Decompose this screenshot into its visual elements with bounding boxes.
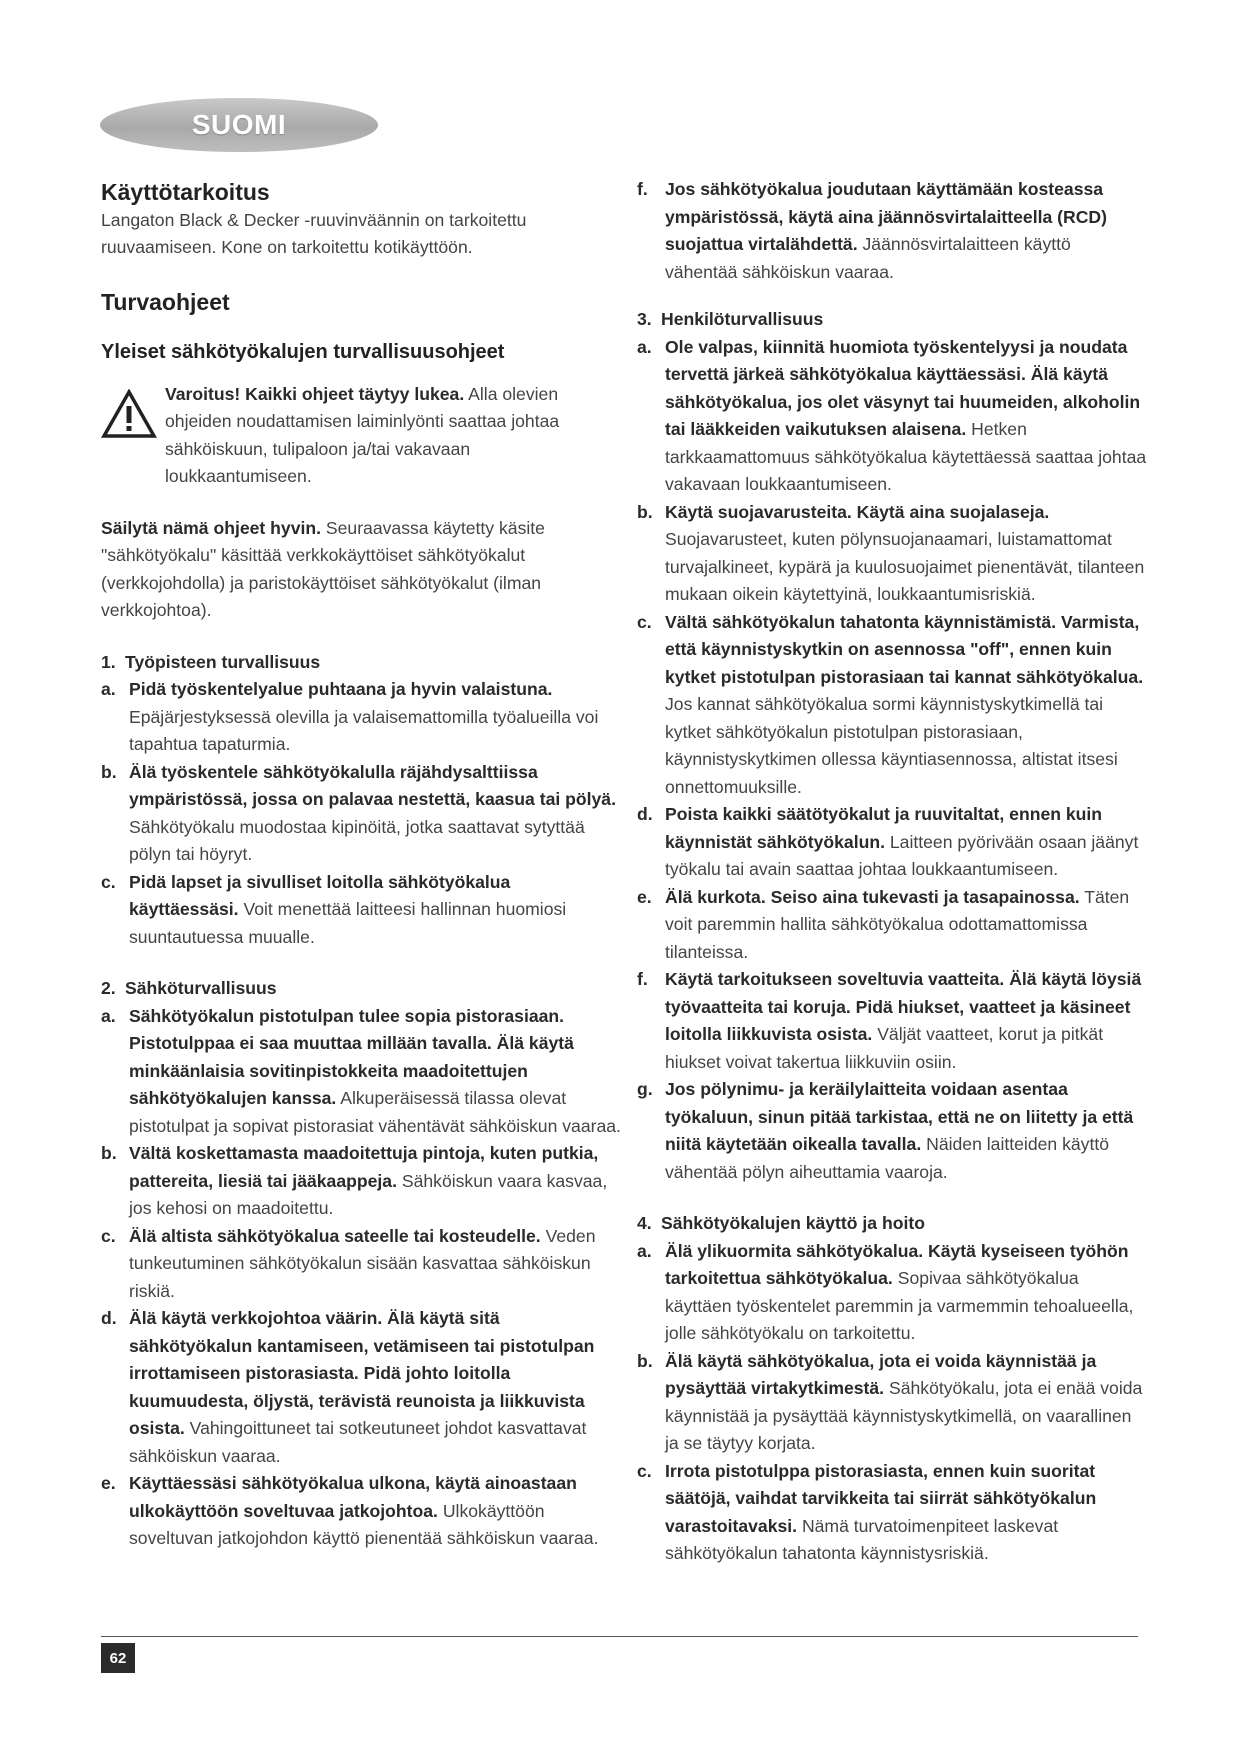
section-title: 2. Sähköturvallisuus	[101, 978, 277, 998]
list-item: g. Jos pölynimu- ja keräilylaitteita voidaan asentaa työkaluun, sinun pitää tarkistaa, että ne on liitetty ja että niitä käytetään oikealla tavalla. Näiden laitteiden käyttö vähentää pölyn aiheuttamia vaaroja.	[637, 1079, 1134, 1182]
section-title: 3. Henkilöturvallisuus	[637, 309, 824, 329]
language-badge: SUOMI	[100, 98, 378, 152]
list-item: c. Pidä lapset ja sivulliset loitolla sähkötyökalua käyttäessäsi. Voit menettää laitteesi hallinnan huomiosi suuntautuessa muualle.	[101, 871, 567, 947]
list-item: f. Käytä tarkoitukseen soveltuvia vaatteita. Älä käytä löysiä työvaatteita tai koruja. Pidä hiukset, vaatteet ja käsineet loitolla liikkuvista osista. Väljät vaatteet, korut ja pitkät hiukset voivat takertua liikkuviin osiin.	[637, 969, 1142, 1072]
warning-text	[165, 381, 621, 491]
intro-text: Langaton Black & Decker -ruuvinväännin on tarkoitettu ruuvaamiseen. Kone on tarkoitettu kotikäyttöön.	[101, 209, 527, 258]
list-item: a. Sähkötyökalun pistotulpan tulee sopia pistorasiaan. Pistotulppaa ei saa muuttaa millään tavalla. Älä käytä minkäänlaisia sovitinpistokkeita maadoitettujen sähkötyökalujen kanssa. Alkuperäisessä tilassa olevat pistotulpat ja sopivat pistorasiat vähentävät sähköiskun vaaraa.	[101, 1005, 621, 1136]
warning-bold: Varoitus! Kaikki ohjeet täytyy lukea.	[165, 383, 465, 404]
list-item: b. Käytä suojavarusteita. Käytä aina suojalaseja. Suojavarusteet, kuten pölynsuojanaamari, luistamattomat turvajalkineet, kypärä ja kuulosuojaimet pienentävät, tilanteen mukaan oikein käytettyinä, loukkaantumisriskiä.	[637, 501, 1145, 604]
list-item: c. Irrota pistotulppa pistorasiasta, ennen kuin suoritat säätöjä, vaihdat tarvikkeita tai siirrät sähkötyökalun varastoitavaksi. Nämä turvatoimenpiteet laskevat sähkötyökalun tahatonta käynnistysriskiä.	[637, 1460, 1097, 1563]
section-3	[637, 306, 1147, 1186]
section-2	[101, 975, 621, 1553]
list-item: a. Älä ylikuormita sähkötyökalua. Käytä kyseiseen työhön tarkoitettua sähkötyökalua. Sopivaa sähkötyökalua käyttäen työskentelet paremmin ja varmemmin tehoalueella, jolle sähkötyökalu on tarkoitettu.	[637, 1240, 1134, 1343]
keep-bold: Säilytä nämä ohjeet hyvin.	[101, 517, 321, 538]
keep-body: Seuraavassa käytetty käsite "sähkötyökalu" käsittää verkkokäyttöiset sähkötyökalut (verkkojohdolla) ja paristokäyttöiset sähkötyökalut (ilman verkkojohtoa).	[101, 517, 545, 620]
warning-body: Alla olevien ohjeiden noudattamisen laiminlyönti saattaa johtaa sähköiskuun, tulipaloon ja/tai vakavaan loukkaantumiseen.	[165, 383, 560, 486]
left-column	[101, 178, 621, 1553]
keep-instructions	[101, 515, 621, 625]
safety-heading: Turvaohjeet	[101, 288, 230, 315]
list-item: c. Vältä sähkötyökalun tahatonta käynnistämistä. Varmista, että käynnistyskytkin on asennossa "off", ennen kuin kytket pistotulpan pistorasiaan tai kannat sähkötyökalua. Jos kannat sähkötyökalua sormi käynnistyskytkimellä tai kytket sähkötyökalun pistotulpan pistorasiaan, käynnistyskytkimen ollessa käyntiasennossa, altistat itsesi onnettomuuksille.	[637, 611, 1144, 797]
list-item: e. Älä kurkota. Seiso aina tukevasti ja tasapainossa. Täten voit paremmin hallita sähkötyökalua odottamattomissa tilanteissa.	[637, 886, 1130, 962]
list-item: d. Poista kaikki säätötyökalut ja ruuvitaltat, ennen kuin käynnistät sähkötyökalun. Laitteen pyörivään osaan jäänyt työkalu tai avain saattaa johtaa loukkaantumiseen.	[637, 804, 1139, 879]
right-column	[637, 176, 1147, 1568]
list-item: a. Pidä työskentelyalue puhtaana ja hyvin valaistuna. Epäjärjestyksessä olevilla ja valaisemattomilla työalueilla voi tapahtua tapaturmia.	[101, 679, 599, 754]
list-item: b. Älä työskentele sähkötyökalulla räjähdysalttiissa ympäristössä, jossa on palavaa nestettä, kaasua tai pölyä. Sähkötyökalu muodostaa kipinöitä, jotka saattavat sytyttää pölyn tai höyryt.	[101, 761, 616, 864]
list-item: a. Ole valpas, kiinnitä huomiota työskentelyysi ja noudata tervettä järkeä sähkötyökalua käyttäessäsi. Älä käytä sähkötyökalua, jos olet väsynyt tai huumeiden, alkoholin tai lääkkeiden vaikutuksen alaisena. Hetken tarkkaamattomuus sähkötyökalua käytettäessä saattaa johtaa vakavaan loukkaantumiseen.	[637, 336, 1147, 494]
list-item: d. Älä käytä verkkojohtoa väärin. Älä käytä sitä sähkötyökalun kantamiseen, vetämiseen tai pistotulpan irrottamiseen pistorasiasta. Pidä johto loitolla kuumuudesta, öljystä, terävistä reunoista ja liikkuvista osista. Vahingoittuneet tai sotkeutuneet johdot kasvattavat sähköiskun vaaraa.	[101, 1308, 595, 1466]
list-item: e. Käyttäessäsi sähkötyökalua ulkona, käytä ainoastaan ulkokäyttöön soveltuvaa jatkojohtoa. Ulkokäyttöön soveltuvan jatkojohdon käyttö pienentää sähköiskun vaaraa.	[101, 1473, 599, 1548]
section-1	[101, 649, 621, 952]
section-4	[637, 1210, 1147, 1568]
list-item: f. Jos sähkötyökalua joudutaan käyttämään kosteassa ympäristössä, käytä aina jäännösvirtalaitteella (RCD) suojattua virtalähdettä. Jäännösvirtalaitteen käyttö vähentää sähköiskun vaaraa.	[637, 179, 1107, 282]
list-item: c. Älä altista sähkötyökalua sateelle tai kosteudelle. Veden tunkeutuminen sähkötyökalun sisään kasvattaa sähköiskun riskiä.	[101, 1225, 596, 1301]
section-title: 1. Työpisteen turvallisuus	[101, 651, 321, 672]
intro-heading: Käyttötarkoitus	[101, 179, 270, 205]
list-item: b. Älä käytä sähkötyökalua, jota ei voida käynnistää ja pysäyttää virtakytkimestä. Sähkötyökalu, jota ei enää voida käynnistää ja pysäyttää käynnistyskytkimellä, on vaarallinen ja se täytyy korjata.	[637, 1350, 1143, 1453]
warning-icon	[101, 389, 157, 439]
page-number: 62	[101, 1643, 135, 1673]
warning-block	[101, 381, 621, 491]
list-item: b. Vältä koskettamasta maadoitettuja pintoja, kuten putkia, pattereita, liesiä tai jääkaappeja. Sähköiskun vaara kasvaa, jos kehosi on maadoitettu.	[101, 1143, 608, 1218]
safety-subheading: Yleiset sähkötyökalujen turvallisuusohjeet	[101, 340, 505, 363]
section-title: 4. Sähkötyökalujen käyttö ja hoito	[637, 1213, 925, 1233]
footer-divider	[101, 1636, 1138, 1637]
